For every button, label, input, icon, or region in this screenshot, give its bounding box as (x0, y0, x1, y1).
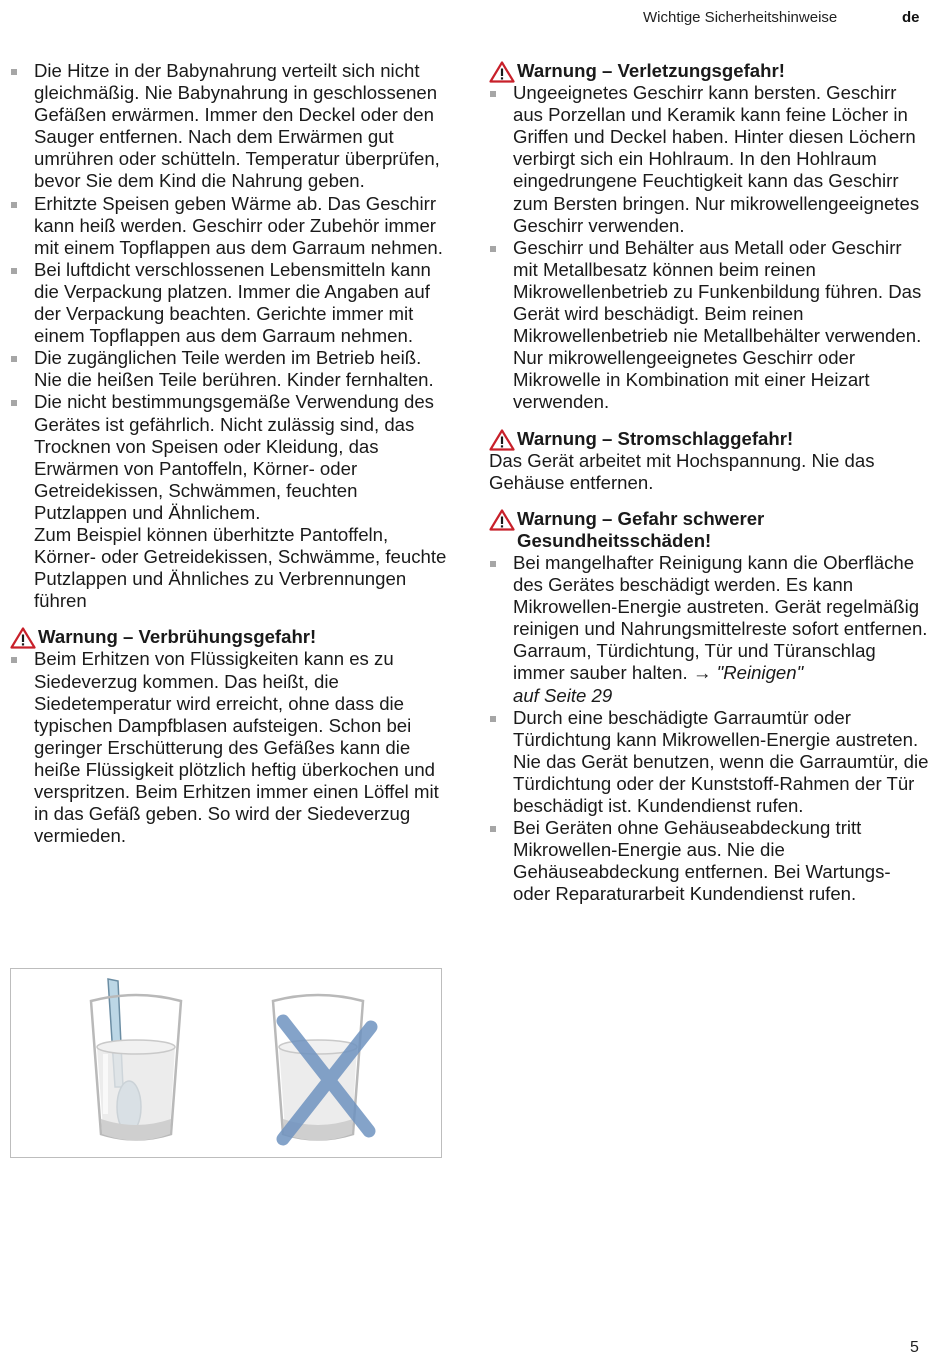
list-item-text: Die Hitze in der Babynahrung verteilt sich nicht gleichmäßig. Nie Babynahrung in geschlossenen Gefäßen erwärmen. Immer den Deckel oder den Sauger entfernen. Nach dem Erwärmen gut umrühren oder schütteln. Temperatur überprüfen, bevor Sie dem Kind die Nahrung geben. (34, 60, 440, 192)
warning-heading-injury (489, 60, 929, 82)
bullet-square-icon (490, 246, 496, 252)
list-item (489, 707, 929, 817)
warning-heading-shock (489, 428, 929, 450)
list-item-text: Erhitzte Speisen geben Wärme ab. Das Geschirr kann heiß werden. Geschirr oder Zubehör immer mit einem Topflappen aus dem Garraum nehmen. (34, 192, 443, 258)
warning-heading-scald (10, 626, 450, 648)
list-item (489, 552, 929, 707)
bullet-square-icon (11, 268, 17, 274)
list-item (10, 391, 450, 612)
list-item-text: Ungeeignetes Geschirr kann bersten. Geschirr aus Porzellan und Keramik kann feine Löcher in Griffen und Deckel haben. Hinter diesen Löchern verbirgt sich ein Hohlraum. In den Hohlraum eingedrungene Feuchtigkeit kann das Geschirr zum Bersten bringen. Nur mikrowellengeeignetes Geschirr verwenden. (513, 82, 920, 236)
list-item-text: Beim Erhitzen von Flüssigkeiten kann es zu Siedeverzug kommen. Das heißt, die Siedetemperatur wird erreicht, ohne dass die typischen Dampfblasen aufsteigen. Schon bei geringer Erschütterung des Gefäßes kann die heiße Flüssigkeit plötzlich heftig überkochen und verspritzen. Beim Erhitzen immer einen Löffel mit in das Gefäß geben. So wird der Siedeverzug vermieden. (34, 648, 439, 847)
warning-title: Warnung – Verbrühungsgefahr! (38, 626, 317, 648)
bullet-square-icon (490, 561, 496, 567)
bullet-square-icon (11, 657, 17, 663)
arrow-right-icon: → (692, 662, 712, 684)
header-title: Wichtige Sicherheitshinweise (643, 9, 838, 26)
list-item-text: Die zugänglichen Teile werden im Betrieb heiß. Nie die heißen Teile berühren. Kinder fernhalten. (34, 347, 434, 391)
language-code: de (902, 9, 920, 26)
warning-title: Warnung – Stromschlaggefahr! (517, 427, 794, 449)
list-item-text: Bei Geräten ohne Gehäuseabdeckung tritt Mikrowellen-Energie aus. Nie die Gehäuseabdeckung entfernen. Bei Wartungs- oder Reparaturarbeit Kundendienst rufen. (513, 817, 891, 905)
list-item (10, 259, 450, 347)
cross-reference-link[interactable] (693, 662, 803, 683)
list-item (10, 648, 450, 847)
cross-reference-title: "Reinigen" (716, 662, 804, 684)
scald-list (10, 648, 450, 847)
health-list (489, 552, 929, 906)
cross-reference-page[interactable]: auf Seite 29 (513, 684, 613, 706)
list-item (489, 817, 929, 905)
bullet-square-icon (11, 69, 17, 75)
list-item-text: Bei luftdicht verschlossenen Lebensmitteln kann die Verpackung platzen. Immer die Angaben auf der Verpackung beachten. Gerichte immer mit einem Topflappen aus dem Garraum nehmen. (34, 258, 431, 347)
warning-triangle-icon (489, 429, 515, 451)
list-item (489, 237, 929, 414)
page-number: 5 (910, 1339, 919, 1356)
list-item-example-text: Zum Beispiel können überhitzte Pantoffeln, Körner- oder Getreidekissen, Schwämme, feuchte Putzlappen und Ähnliches zu Verbrennungen führen (34, 523, 447, 612)
cleaning-warning-text: Bei mangelhafter Reinigung kann die Oberfläche des Gerätes beschädigt werden. Es kann Mikrowellen-Energie austreten. Gerät regelmäßig reinigen und Nahrungsmittelreste sofort entfernen. Garraum, Türdichtung, Tür und Türanschlag immer sauber halten. (513, 551, 928, 684)
list-item (10, 193, 450, 259)
list-item-text (513, 552, 929, 707)
glass-with-spoon-icon (91, 979, 181, 1141)
bullet-square-icon (490, 826, 496, 832)
list-item (10, 347, 450, 391)
boiling-delay-illustration (10, 968, 442, 1158)
warning-triangle-icon (489, 61, 515, 83)
bullet-square-icon (11, 356, 17, 362)
bullet-square-icon (11, 202, 17, 208)
warning-title: Warnung – Verletzungsgefahr! (517, 60, 785, 81)
injury-list (489, 82, 929, 413)
list-item (10, 60, 450, 193)
bullet-square-icon (490, 91, 496, 97)
list-item-text: Durch eine beschädigte Garraumtür oder Türdichtung kann Mikrowellen-Energie austreten. Nie das Gerät benutzen, wenn die Garraumtür, die Türdichtung oder der Kunststoff-Rahmen der Tür beschädigt ist. Kundendienst rufen. (513, 706, 929, 816)
shock-warning-text: Das Gerät arbeitet mit Hochspannung. Nie das Gehäuse entfernen. (489, 449, 875, 493)
bullet-square-icon (11, 400, 17, 406)
list-item-text: Geschirr und Behälter aus Metall oder Geschirr mit Metallbesatz können beim reinen Mikrowellenbetrieb zu Funkenbildung führen. Das Gerät wird beschädigt. Beim reinen Mikrowellenbetrieb nie Metallbehälter verwenden. Nur mikrowellengeeignetes Geschirr oder Mikrowelle in Kombination mit einer Heizart verwenden. (513, 236, 922, 413)
warning-heading-health (489, 508, 929, 552)
list-item (489, 82, 929, 237)
list-item-text: Die nicht bestimmungsgemäße Verwendung des Gerätes ist gefährlich. Nicht zulässig sind, das Trocknen von Speisen oder Kleidung, das Erwärmen von Pantoffeln, Körner- oder Getreidekissen, Schwämmen, feuchten Putzlappen und Ähnlichem. (34, 391, 434, 523)
safety-list (10, 60, 450, 612)
warning-triangle-icon (10, 627, 36, 649)
warning-title: Warnung – Gefahr schwerer Gesundheitsschäden! (517, 507, 765, 551)
right-column (489, 60, 929, 905)
warning-triangle-icon (489, 509, 515, 531)
left-column (10, 60, 450, 847)
bullet-square-icon (490, 716, 496, 722)
page-header (0, 9, 950, 29)
glass-illustration (11, 969, 441, 1157)
